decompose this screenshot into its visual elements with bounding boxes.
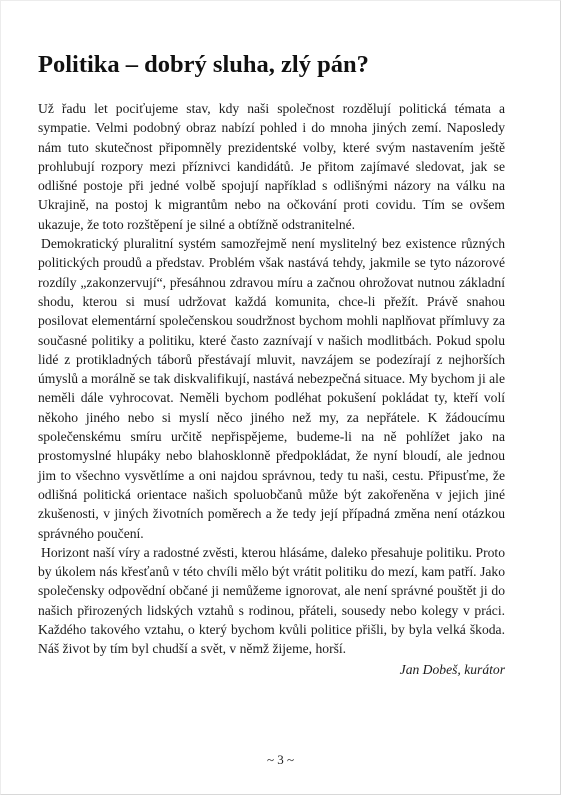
article-paragraph-1: Už řadu let pociťujeme stav, kdy naši společnost rozdělují politická témata a sympatie. Velmi podobný obraz nabízí pohled i do mnoha jiných zemí. Naposledy nám tuto skutečnost připomněly prezidentské volby, které svým nastavením ještě prohlubují rozpory mezi příznivci kandidátů. Je přitom zajímavé sledovat, jak se odlišné postoje při jedné volbě spojují například s odlišnými názory na válku na Ukrajině, na postoj k migrantům nebo na očkování proti covidu. Tím se ovšem ukazuje, že toto rozštěpení je silné a obtížně odstranitelné.: [38, 101, 505, 232]
article: [38, 50, 505, 679]
page-number: ~ 3 ~: [266, 752, 295, 767]
article-title: Politika – dobrý sluha, zlý pán?: [38, 51, 369, 78]
article-paragraph-2: Demokratický pluralitní systém samozřejmě není myslitelný bez existence různých politických proudů a představ. Problém však nastává tehdy, jakmile se tyto názorové rozdíly „zakonzervují“, přesáhnou zdravou míru a začnou ohrožovat nutnou základní shodu, kterou si musí udržovat každá komunita, chce-li přežít. Právě snahou posilovat elementární společenskou soudržnost bychom mohli naplňovat přímluvy za současné politiky a politiku, které často zaznívají v našich modlitbách. Pokud spolu lidé z protikladných táborů přestávají mluvit, navzájem se podezírají z nejhorších úmyslů a morálně se tak diskvalifikují, nastává nebezpečná situace. My bychom ji ale neměli dále vyhrocovat. Neměli bychom podléhat pokušení pokládat ty, kteří volí někoho jiného nebo si myslí něco jiného než my, za nepřátele. K žádoucímu společenskému smíru určitě nepřispějeme, budeme-li na ně pohlížet jako na prostomyslné hlupáky nebo blahosklonně předpokládat, že nyní bloudí, ale jednou jim to všechno vysvětlíme a oni najdou správnou, tedy tu naši, cestu. Připusťme, že odlišná politická orientace našich spoluobčanů může být zakořeněna v jejich jiné zkušenosti, v jiných životních poměrech a že tedy její případná změna není otázkou správného poučení.: [38, 236, 505, 541]
article-paragraph-3: Horizont naší víry a radostné zvěsti, kterou hlásáme, daleko přesahuje politiku. Proto by úkolem nás křesťanů v této chvíli mělo být vrátit politiku do mezí, kam patří. Jako společensky odpovědní občané ji nemůžeme ignorovat, ale není správné pouštět ji do našich přirozených lidských vztahů s rodinou, přáteli, sousedy nebo kolegy v práci. Každého takového vztahu, o který bychom kvůli politice přišli, by byla velká škoda. Náš život by tím byl chudší a svět, v němž žijeme, horší.: [38, 544, 505, 657]
article-signature: Jan Dobeš, kurátor: [399, 661, 505, 677]
